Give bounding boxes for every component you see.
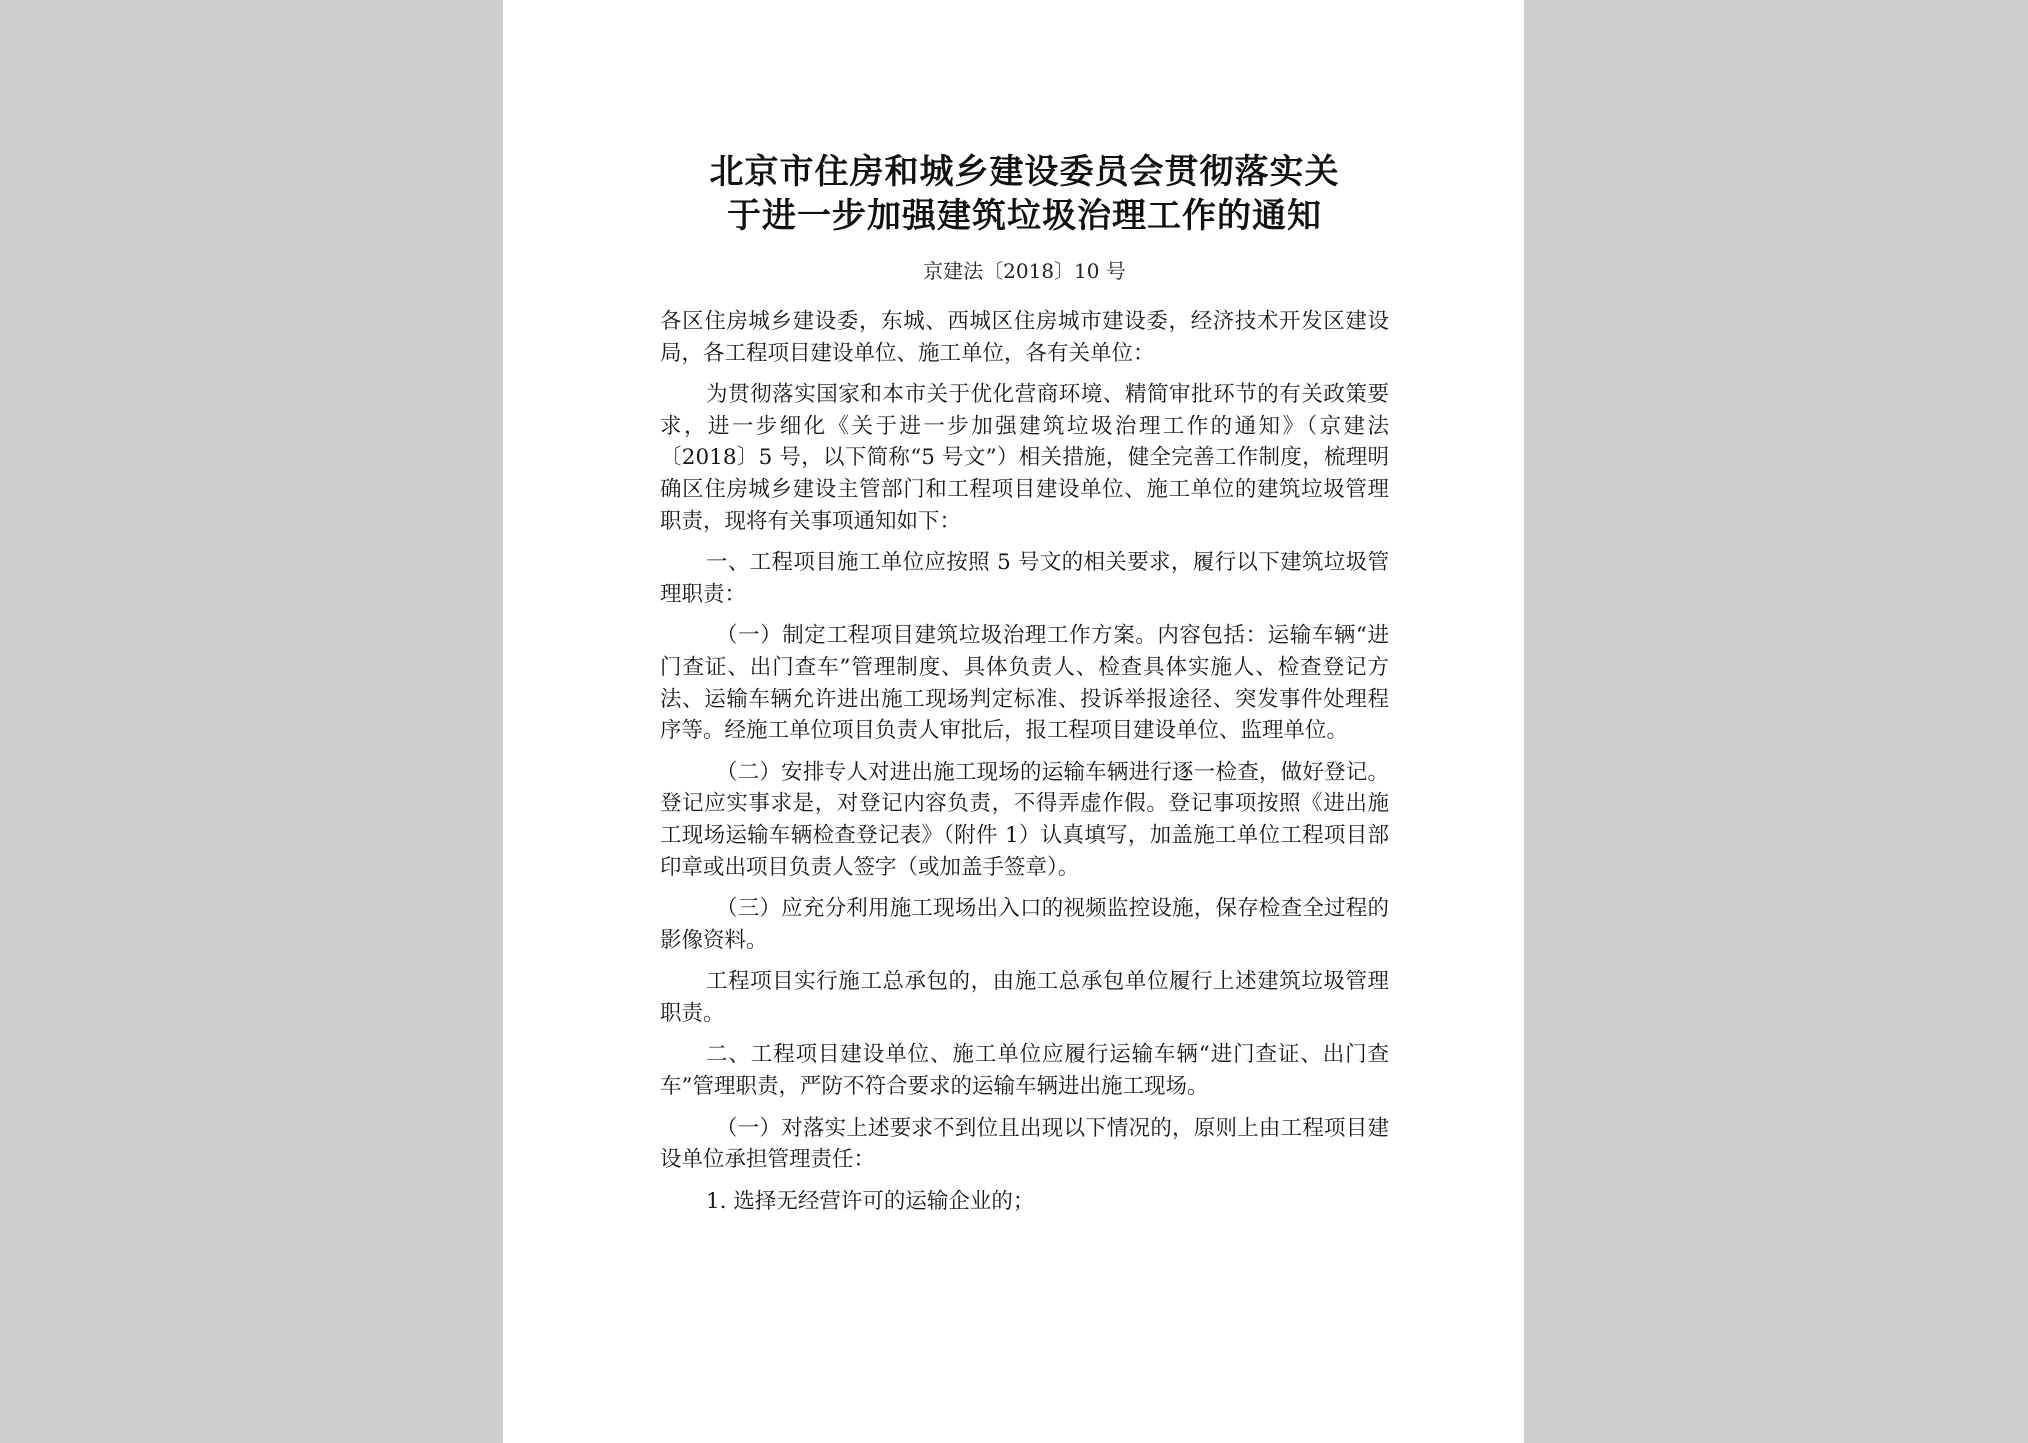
paragraph-section-2: 二、工程项目建设单位、施工单位应履行运输车辆“进门查证、出门查车”管理职责，严防不符合要求的运输车辆进出施工现场。 (660, 1042, 1389, 1100)
document-page (503, 0, 1524, 1443)
paragraph-section-1: 一、工程项目施工单位应按照 5 号文的相关要求，履行以下建筑垃圾管理职责： (660, 550, 1389, 607)
paragraph-section-1-item-3: （三）应充分利用施工现场出入口的视频监控设施，保存检查全过程的影像资料。 (660, 896, 1389, 953)
document-body (660, 306, 1389, 1217)
paragraph-general-contractor: 工程项目实行施工总承包的，由施工总承包单位履行上述建筑垃圾管理职责。 (660, 969, 1389, 1026)
paragraph-intro: 为贯彻落实国家和本市关于优化营商环境、精简审批环节的有关政策要求，进一步细化《关于进一步加强建筑垃圾治理工作的通知》（京建法〔2018〕5 号，以下简称“5 号文”）相关措施，健全完善工作制度，梳理明确区住房城乡建设主管部门和工程项目建设单位、施工单位的建筑垃圾管理职责，现将有关事项通知如下： (660, 382, 1389, 534)
document-title (660, 150, 1389, 238)
paragraph-section-2-item-1: （一）对落实上述要求不到位且出现以下情况的，原则上由工程项目建设单位承担管理责任： (660, 1115, 1389, 1173)
paragraph-addressees: 各区住房城乡建设委，东城、西城区住房城市建设委，经济技术开发区建设局，各工程项目建设单位、施工单位，各有关单位： (660, 309, 1389, 366)
document-number: 京建法〔2018〕10 号 (923, 259, 1126, 283)
paragraph-section-1-item-1: （一）制定工程项目建筑垃圾治理工作方案。内容包括：运输车辆“进门查证、出门查车”管理制度、具体负责人、检查具体实施人、检查登记方法、运输车辆允许进出施工现场判定标准、投诉举报途径、突发事件处理程序等。经施工单位项目负责人审批后，报工程项目建设单位、监理单位。 (660, 623, 1389, 744)
paragraph-section-1-item-2: （二）安排专人对进出施工现场的运输车辆进行逐一检查，做好登记。登记应实事求是，对登记内容负责，不得弄虚作假。登记事项按照《进出施工现场运输车辆检查登记表》（附件 1）认真填写，加盖施工单位工程项目部印章或出项目负责人签字（或加盖手签章）。 (660, 759, 1389, 880)
paragraph-list-item-1: 1. 选择无经营许可的运输企业的； (706, 1188, 1035, 1214)
document-title-line-2: 于进一步加强建筑垃圾治理工作的通知 (727, 196, 1322, 236)
document-title-line-1: 北京市住房和城乡建设委员会贯彻落实关 (709, 152, 1340, 192)
